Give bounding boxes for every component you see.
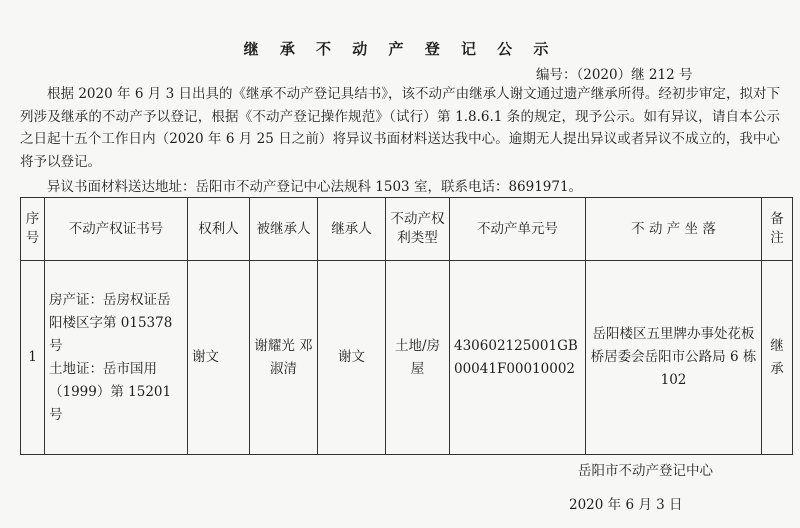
table-header-row [21,198,793,261]
document-number: 编号：（2020）继 212 号 [536,67,693,83]
notice-paragraph: 根据 2020 年 6 月 3 日出具的《继承不动产登记具结书》，该不动产由继承人谢文通过遗产继承所得。经初步审定，拟对下列涉及继承的不动产予以登记，根据《不动产登记操作规范》（试行）第 1.8.6.1 条的规定，现予公示。如有异议，请自本公示之日起十五个工作日内（2020 年 6 月 25 日之前）将异议书面材料送达我中心。逾期无人提出异议或者异议不成立的，我中心将予以登记。 [20,86,780,170]
property-table [20,197,793,455]
header-heir: 继承人 [318,198,386,261]
cell-remark: 继承 [762,261,793,455]
issuing-organization: 岳阳市不动产登记中心 [578,463,713,479]
header-location: 不 动 产 坐 落 [586,198,762,261]
cell-unit: 430602125001GB00041F00010002 [450,261,586,455]
cell-heir: 谢文 [318,261,386,455]
document-title: 继 承 不 动 产 登 记 公 示 [243,40,557,58]
header-cert: 不动产权证书号 [45,198,188,261]
header-holder: 权利人 [188,198,250,261]
cell-decedent: 谢耀光 邓淑清 [250,261,318,455]
cert-house: 房产证：岳房权证岳阳楼区字第 015378 号 [49,291,173,354]
cell-type: 土地/房屋 [386,261,450,455]
objection-address: 异议书面材料送达地址：岳阳市不动产登记中心法规科 1503 室，联系电话：8691971。 [47,179,583,195]
header-decedent: 被继承人 [250,198,318,261]
issue-date: 2020 年 6 月 3 日 [569,497,683,513]
header-type: 不动产权利类型 [386,198,450,261]
header-remark: 备注 [762,198,793,261]
table-row [21,261,793,455]
cert-land: 土地证：岳市国用（1999）第 15201 号 [49,360,172,423]
cell-location: 岳阳楼区五里牌办事处花板桥居委会岳阳市公路局 6 栋 102 [586,261,762,455]
cell-cert [45,261,188,455]
header-seq: 序号 [21,198,45,261]
header-unit: 不动产单元号 [450,198,586,261]
cell-holder: 谢文 [188,261,250,455]
cell-seq: 1 [21,261,45,455]
